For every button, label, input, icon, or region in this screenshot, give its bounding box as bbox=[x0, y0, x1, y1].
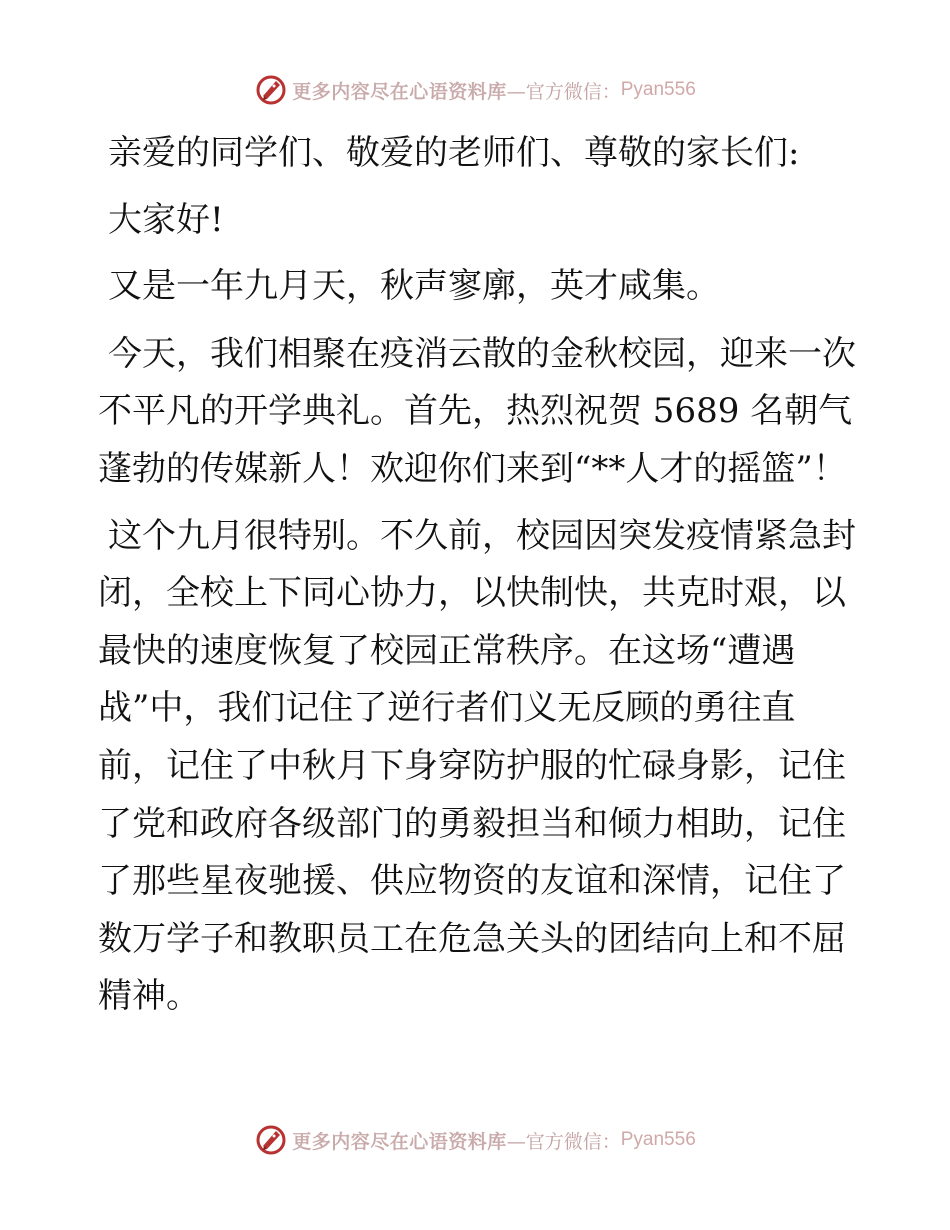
footer-watermark-banner bbox=[0, 1120, 950, 1160]
greeting-paragraph: 大家好! bbox=[108, 199, 224, 240]
document-body bbox=[98, 125, 858, 1034]
banner-main-text: 更多内容尽在心语资料库 bbox=[292, 1130, 507, 1153]
september-paragraph: 这个九月很特别。不久前，校园因突发疫情紧急封闭，全校上下同心协力，以快制快，共克时艰，以最快的速度恢复了校园正常秩序。在这场“遭遇战”中，我们记住了逆行者们义无反顾的勇往直前，记住了中秋月下身穿防护服的忙碌身影，记住了党和政府各级部门的勇毅担当和倾力相助，记住了那些星夜驰援、供应物资的友谊和深情，记住了数万学子和教职员工在危急关头的团结向上和不屈精神。 bbox=[98, 515, 856, 1017]
header-watermark-banner bbox=[0, 70, 950, 110]
salutation-paragraph: 亲爱的同学们、敬爱的老师们、尊敬的家长们: bbox=[108, 133, 800, 173]
opening-paragraph: 又是一年九月天，秋声寥廓，英才咸集。 bbox=[108, 266, 720, 307]
banner-sub-text: —官方微信： bbox=[506, 80, 621, 103]
pen-nib-circle-logo-icon bbox=[254, 1123, 288, 1157]
welcome-paragraph: 今天，我们相聚在疫消云散的金秋校园，迎来一次不平凡的开学典礼。首先，热烈祝贺 5689 名朝气蓬勃的传媒新人！欢迎你们来到“**人才的摇篮”！ bbox=[98, 333, 856, 489]
pen-nib-circle-logo-icon bbox=[254, 73, 288, 107]
banner-main-text: 更多内容尽在心语资料库 bbox=[292, 80, 507, 103]
banner-sub-text: —官方微信： bbox=[506, 1130, 621, 1153]
banner-wechat-id: Pyan556 bbox=[620, 79, 696, 100]
banner-wechat-id: Pyan556 bbox=[620, 1129, 696, 1150]
